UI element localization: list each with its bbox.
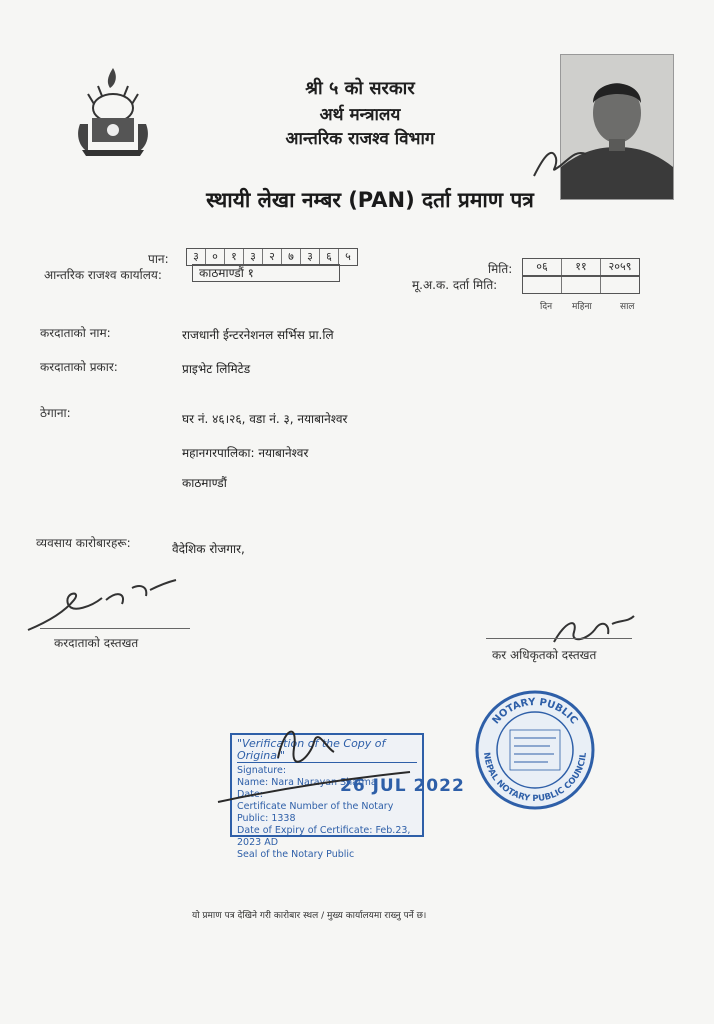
government-emblem-icon: [72, 64, 154, 158]
address-line-2: महानगरपालिका: नयाबानेश्वर: [182, 446, 309, 460]
year-caption: साल: [620, 302, 635, 312]
officer-signature-label: कर अधिकृतको दस्तखत: [492, 648, 597, 662]
date-label: मिति:: [488, 262, 513, 276]
date-cells: [522, 258, 640, 276]
business-label: व्यवसाय कारोबारहरू:: [36, 536, 131, 550]
taxpayer-type-value: प्राइभेट लिमिटेड: [182, 362, 251, 376]
pan-digit: ३: [244, 249, 263, 265]
address-line-3: काठमाण्डौं: [182, 476, 227, 490]
date-year: २०५९: [608, 260, 632, 273]
pan-digit: १: [225, 249, 244, 265]
address-label: ठेगाना:: [40, 406, 71, 420]
pan-digit: ३: [187, 249, 206, 265]
vat-date-cell: [523, 277, 562, 293]
taxpayer-name-value: राजधानी ईन्टरनेशनल सर्भिस प्रा.लि: [182, 328, 334, 342]
footer-note: यो प्रमाण पत्र देखिने गरी कारोबार स्थल / मुख्य कार्यालयमा राख्नु पर्ने छ।: [192, 911, 427, 921]
taxpayer-name-label: करदाताको नाम:: [40, 326, 111, 340]
officer-signature-icon: [548, 610, 638, 650]
taxpayer-signature-icon: [22, 570, 182, 636]
stamp-heading: "Verification of the Copy of Original": [237, 738, 417, 763]
header-line-1: श्री ५ को सरकार: [305, 78, 415, 99]
office-value: काठमाण्डौं १: [192, 264, 340, 282]
stamp-seal: Seal of the Notary Public: [237, 849, 355, 860]
office-label: आन्तरिक राजश्व कार्यालय:: [44, 268, 162, 282]
photo-signature-icon: [530, 136, 590, 186]
seal-top-text: NOTARY PUBLIC: [490, 696, 580, 727]
pan-digit: ०: [206, 249, 225, 265]
vat-date-cell: [601, 277, 639, 293]
stamp-cert-number: Certificate Number of the Notary Public: 1338: [237, 801, 394, 824]
stamp-date: 26 JUL 2022: [340, 776, 465, 796]
taxpayer-type-label: करदाताको प्रकार:: [40, 360, 118, 374]
vat-date-cells: [522, 276, 640, 294]
stamp-name: Name: Nara Narayan Sharma: [237, 777, 377, 788]
header-line-2: अर्थ मन्त्रालय: [319, 105, 401, 125]
pan-digit: ५: [345, 250, 351, 263]
business-value: वैदेशिक रोजगार,: [172, 542, 245, 556]
day-caption: दिन: [540, 302, 553, 312]
date-day: ०६: [523, 259, 562, 275]
pan-digit: २: [263, 249, 282, 265]
notary-signature-icon: [214, 718, 414, 808]
vat-date-label: मू.अ.क. दर्ता मिति:: [412, 278, 498, 292]
pan-label: पान:: [148, 252, 169, 266]
stamp-date-label: Date:: [237, 789, 263, 800]
address-line-1: घर नं. ४६।२६, वडा नं. ३, नयाबानेश्वर: [182, 412, 348, 426]
vat-date-cell: [562, 277, 601, 293]
notary-round-seal: [470, 686, 600, 814]
taxpayer-signature-line: [40, 628, 190, 629]
pan-digit: ३: [301, 249, 320, 265]
header-line-3: आन्तरिक राजश्व विभाग: [285, 129, 435, 149]
pan-digit: ७: [282, 249, 301, 265]
stamp-signature: Signature:: [237, 765, 287, 776]
officer-signature-line: [486, 638, 632, 639]
month-caption: महिना: [572, 302, 592, 312]
seal-bottom-text: NEPAL NOTARY PUBLIC COUNCIL: [480, 751, 589, 805]
stamp-expiry: Date of Expiry of Certificate: Feb.23, 2023 AD: [237, 825, 411, 848]
document-title: स्थायी लेखा नम्बर (PAN) दर्ता प्रमाण पत्र: [206, 188, 534, 212]
pan-digit: ६: [320, 249, 339, 265]
taxpayer-signature-label: करदाताको दस्तखत: [54, 636, 139, 650]
date-month: ११: [562, 259, 601, 275]
